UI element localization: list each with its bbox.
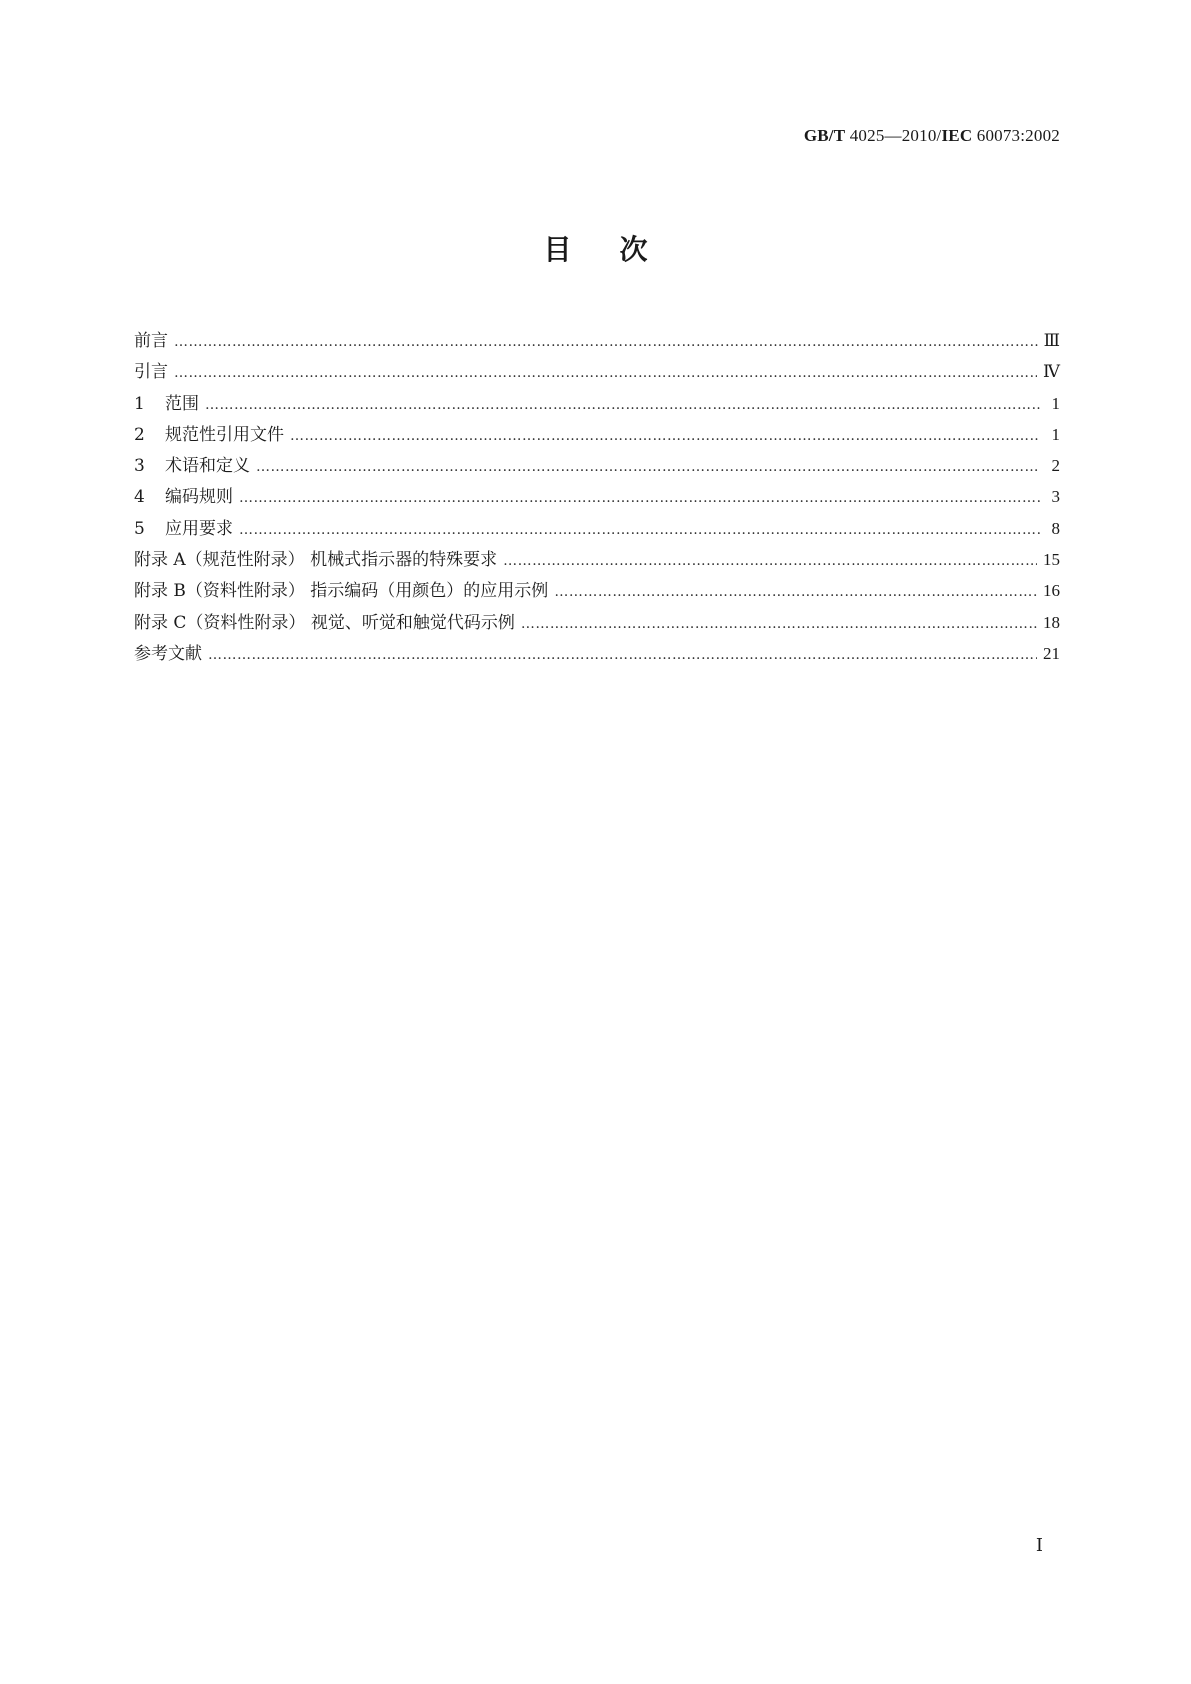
toc-leader-dots — [256, 452, 1040, 483]
toc-entry-number: 5 — [134, 518, 145, 539]
standard-code-iec-number: 60073:2002 — [972, 126, 1060, 145]
toc-entry-page: 1 — [1051, 424, 1060, 444]
toc-entry-label: 附录 B（资料性附录） 指示编码（用颜色）的应用示例 — [134, 581, 549, 602]
toc-entry-page: 16 — [1043, 581, 1060, 601]
standard-code-iec: IEC — [941, 126, 973, 145]
page-number: Ⅰ — [1035, 1535, 1043, 1555]
toc-entry-page: 8 — [1051, 518, 1060, 538]
toc-leader-dots — [503, 546, 1037, 577]
toc-entry-terms-definitions[interactable] — [134, 450, 1060, 481]
toc-entry-page: Ⅲ — [1043, 331, 1060, 350]
table-of-contents — [134, 325, 1060, 669]
toc-leader-dots — [290, 421, 1040, 452]
toc-entry-label: 引言 — [134, 362, 168, 383]
toc-leader-dots — [521, 609, 1037, 640]
toc-entry-normative-references[interactable] — [134, 419, 1060, 450]
toc-leader-dots — [205, 390, 1040, 421]
toc-entry-annex-c[interactable] — [134, 607, 1060, 638]
toc-entry-page: 3 — [1051, 487, 1060, 507]
toc-entry-page: 2 — [1051, 456, 1060, 476]
toc-entry-application-requirements[interactable] — [134, 513, 1060, 544]
page-title: 目次 — [543, 233, 696, 266]
toc-entry-label: 2 规范性引用文件 — [134, 420, 290, 451]
toc-leader-dots — [554, 577, 1037, 608]
toc-entry-page: 18 — [1043, 612, 1060, 632]
toc-entry-label: 1 范围 — [134, 389, 205, 420]
toc-leader-dots — [239, 483, 1040, 514]
standard-code — [804, 126, 1060, 146]
toc-leader-dots — [174, 358, 1037, 389]
toc-entry-label: 前言 — [134, 331, 168, 351]
toc-entry-foreword[interactable] — [134, 325, 1060, 356]
toc-entry-bibliography[interactable] — [134, 638, 1060, 669]
toc-entry-annex-b[interactable] — [134, 575, 1060, 606]
toc-entry-coding-rules[interactable] — [134, 481, 1060, 512]
toc-entry-label: 5 应用要求 — [134, 514, 239, 545]
toc-entry-number: 3 — [134, 456, 145, 477]
toc-entry-number: 2 — [134, 424, 145, 445]
toc-entry-label: 4 编码规则 — [134, 482, 239, 513]
toc-entry-page: 1 — [1051, 393, 1060, 413]
standard-code-number: 4025—2010/ — [845, 126, 942, 145]
toc-entry-page: Ⅳ — [1043, 362, 1060, 382]
toc-entry-scope[interactable] — [134, 388, 1060, 419]
toc-entry-label: 附录 A（规范性附录） 机械式指示器的特殊要求 — [134, 550, 498, 571]
toc-entry-page: 21 — [1043, 643, 1060, 663]
toc-entry-page: 15 — [1043, 550, 1060, 570]
toc-entry-annex-a[interactable] — [134, 544, 1060, 575]
toc-leader-dots — [208, 640, 1037, 671]
standard-code-prefix: GB/T — [803, 126, 846, 145]
toc-entry-label: 附录 C（资料性附录） 视觉、听觉和触觉代码示例 — [134, 612, 515, 633]
toc-entry-introduction[interactable] — [134, 356, 1060, 387]
toc-leader-dots — [239, 515, 1040, 546]
toc-entry-number: 4 — [134, 487, 145, 508]
toc-leader-dots — [174, 327, 1038, 358]
toc-entry-number: 1 — [134, 393, 145, 414]
toc-entry-label: 3 术语和定义 — [134, 451, 256, 482]
toc-entry-label: 参考文献 — [134, 643, 202, 664]
